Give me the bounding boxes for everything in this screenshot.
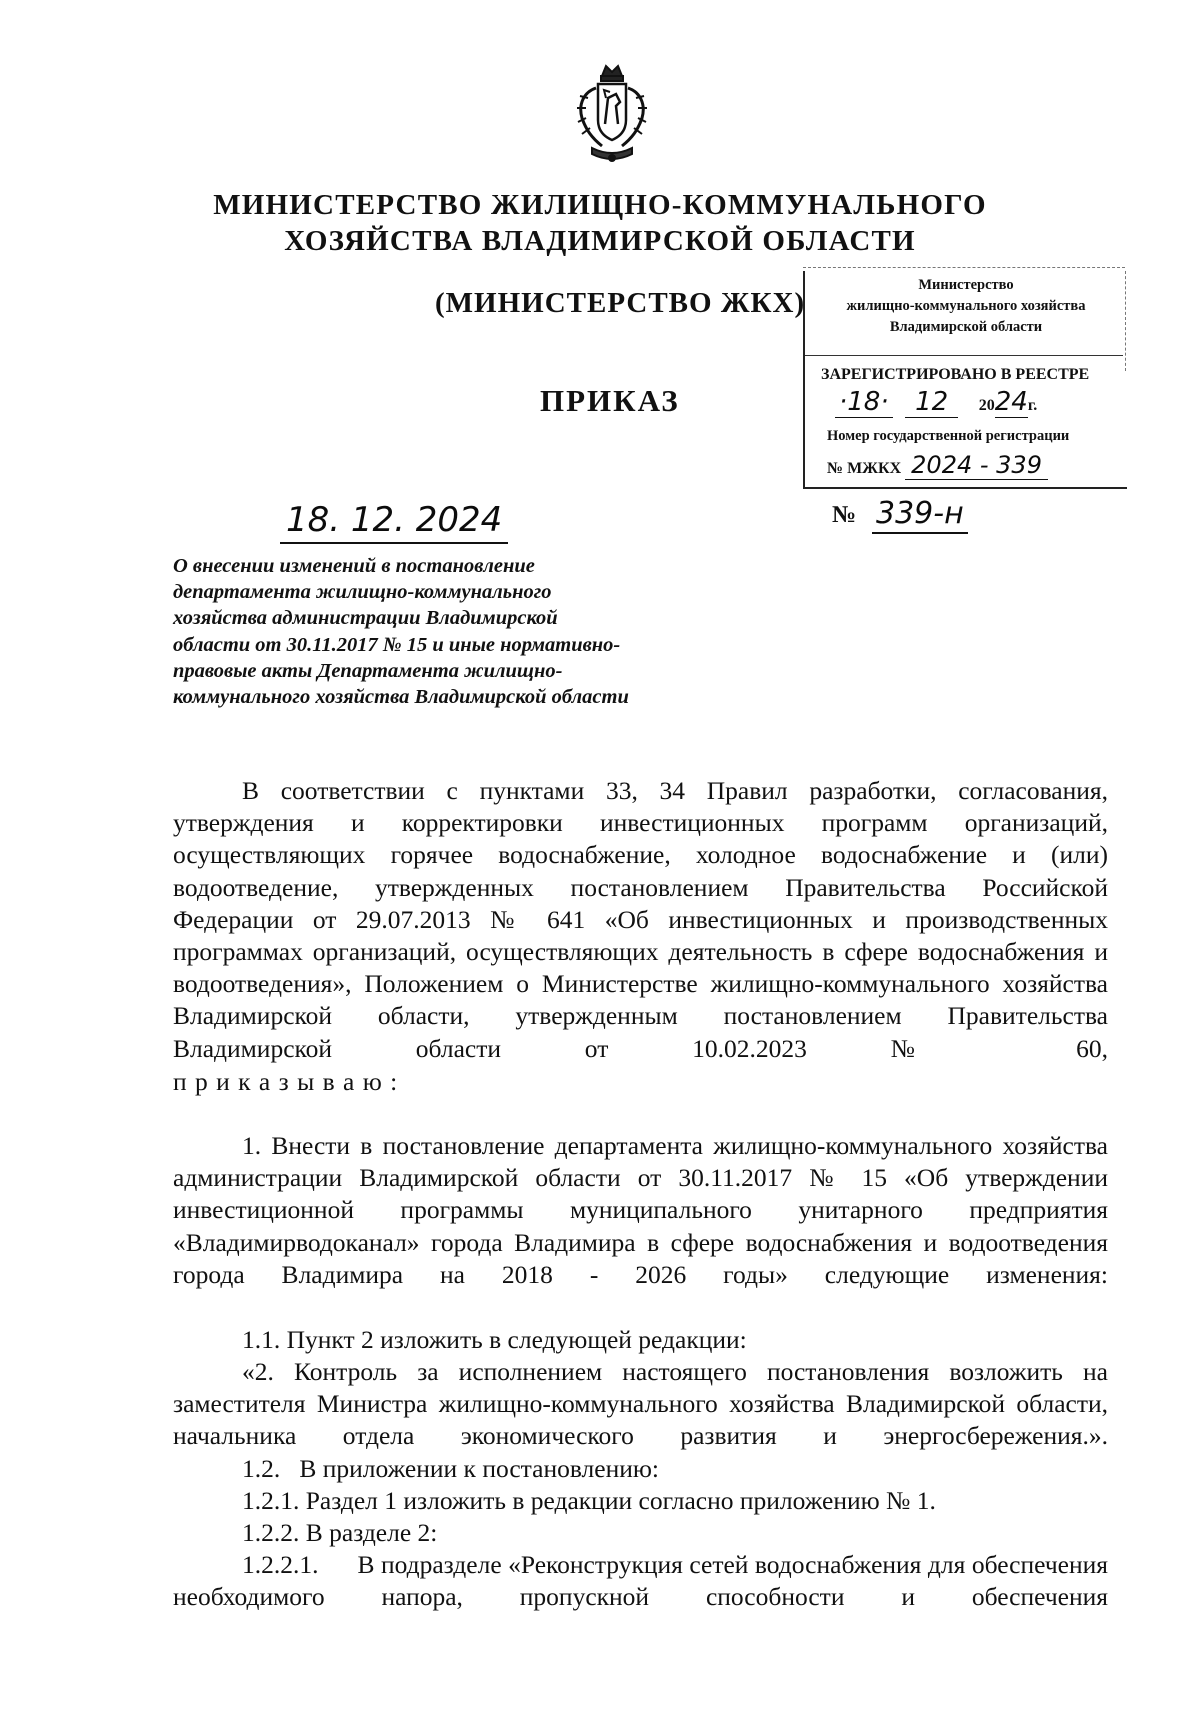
stamp-reg-number: 2024 - 339 <box>905 451 1048 480</box>
stamp-org-line-1: Министерство <box>918 277 1014 293</box>
item-1-2-2-paragraph: 1.2.2. В разделе 2: <box>242 1518 438 1547</box>
order-word: п р и к а з ы в а ю : <box>173 1067 399 1096</box>
ministry-short-name: (МИНИСТЕРСТВО ЖКХ) <box>435 287 806 319</box>
ministry-name-line-2: ХОЗЯЙСТВА ВЛАДИМИРСКОЙ ОБЛАСТИ <box>284 225 916 257</box>
order-date: 18. 12. 2024 <box>280 500 508 544</box>
stamp-reg-month: 12 <box>905 387 958 418</box>
stamp-state-reg-label: Номер государственной регистрации <box>827 428 1070 444</box>
stamp-org-line-3: Владимирской области <box>889 319 1043 335</box>
item-1-2-paragraph: 1.2. В приложении к постановлению: <box>242 1454 660 1483</box>
stamp-org-line-2: жилищно-коммунального хозяйства <box>846 298 1086 314</box>
stamp-date-row: ·18· 12 2024г. <box>835 387 1037 417</box>
stamp-top-border <box>803 267 1125 268</box>
document-type-title: ПРИКАЗ <box>540 383 680 418</box>
registration-stamp <box>803 271 1127 489</box>
stamp-reg-day: 18 <box>847 387 881 417</box>
stamp-reg-number-row <box>827 451 1048 479</box>
stamp-year-unit: г. <box>1027 397 1038 414</box>
order-subject: О внесении изменений в постановление департамента жилищно-коммунального хозяйства администрации Владимирской области от 30.11.2017 № 15 и иные нормативно-правовые акты Департамента жилищно-коммунального хозяйства Владимирской области <box>173 555 629 709</box>
item-1-2-2-1-paragraph: 1.2.2.1. В подразделе «Реконструкция сетей водоснабжения для обеспечения необходимого напора, пропускной способности и обеспечения <box>173 1550 1115 1612</box>
item-1-paragraph: 1. Внести в постановление департамента жилищно-коммунального хозяйства администрации Владимирской области от 30.11.2017 № 15 «Об утверждении инвестиционной программы муниципального унитарного предприятия «Владимирводоканал» города Владимира в сфере водоснабжения и водоотведения города Владимира на 2018 - 2026 годы» следующие изменения: <box>173 1131 1108 1289</box>
order-number-label: № <box>832 502 857 528</box>
item-1-2-1-paragraph: 1.2.1. Раздел 1 изложить в редакции согласно приложению № 1. <box>242 1486 936 1515</box>
stamp-reg-number-prefix: № МЖКХ <box>827 460 902 477</box>
stamp-year-prefix: 20 <box>978 397 995 414</box>
order-number: 339-н <box>872 496 968 534</box>
coat-of-arms-emblem <box>568 58 656 170</box>
stamp-year-suffix: 24 <box>994 387 1028 417</box>
stamp-registered-label: ЗАРЕГИСТРИРОВАНО В РЕЕСТРЕ <box>821 366 1090 383</box>
preamble-paragraph: В соответствии с пунктами 33, 34 Правил разработки, согласования, утверждения и корректировки инвестиционных программ организаций, осуществляющих горячее водоснабжение, холодное водоснабжение и (или) водоотведение, утвержденных постановлением Правительства Российской Федерации от 29.07.2013 № 641 «Об инвестиционных и производственных программах организаций, осуществляющих деятельность в сфере водоснабжения и водоотведения», Положением о Министерстве жилищно-коммунального хозяйства Владимирской области, утвержденным постановлением Правительства Владимирской области от 10.02.2023 № 60, <box>173 776 1108 1063</box>
ministry-name <box>150 187 1050 259</box>
ministry-name-line-1: МИНИСТЕРСТВО ЖИЛИЩНО-КОММУНАЛЬНОГО <box>213 189 987 221</box>
stamp-divider <box>805 355 1123 356</box>
item-1-1-paragraph: 1.1. Пункт 2 изложить в следующей редакции: <box>242 1325 747 1354</box>
item-1-1-text-paragraph: «2. Контроль за исполнением настоящего постановления возложить на заместителя Министра жилищно-коммунального хозяйства Владимирской области, начальника отдела экономического развития и энергосбережения.». <box>173 1357 1108 1451</box>
